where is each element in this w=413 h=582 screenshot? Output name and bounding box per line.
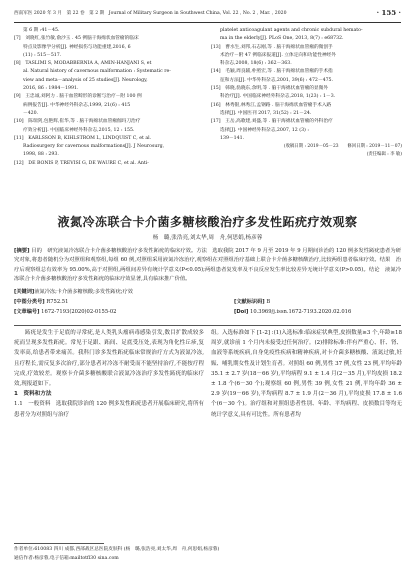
subsection-heading-general-data: 1.1 一般资料 bbox=[14, 401, 51, 408]
reference-line: 病例报告[J]. 中华神经外科杂志,1999, 21(6) : 415 bbox=[23, 102, 131, 108]
article-id-label: [文章编号] bbox=[14, 309, 40, 315]
reference-line: [14] 毛颖,周良辅,朴照宏,等 . 脑干海绵状血管瘤的手术指 bbox=[211, 69, 333, 75]
reference-line: 选择[J]. 中国神经外科杂志,2007, 12 (3) : bbox=[220, 127, 309, 133]
header-rule bbox=[14, 22, 401, 23]
reference-line: [10] 陈瑞剑,包艳辉,崔华,等 . 脑干海绵状血管瘤伽玛刀治疗 bbox=[14, 119, 141, 125]
reference-line: al. Natural history of cavernous malformation : Systematic re- bbox=[23, 69, 171, 75]
reference-line: 征和方法[J]. 中华外科杂志,2001, 39(6) : 472－475. bbox=[220, 77, 334, 83]
reference-line: platelet anticoagulant agents and chronic subdural hemato- bbox=[220, 28, 363, 33]
reference-line: 选择[J]. 中国医刊 2017, 31(52) : 21－24. bbox=[220, 110, 312, 116]
document-code: B bbox=[266, 299, 271, 305]
reference-line: [7] 刘晓红,张竹敏,俞沙玉 . 45 例脑干海绵状血管瘤的临床 bbox=[14, 36, 139, 42]
keywords: 液氮冷冻;卡介菌多糖核酸;多发性跖疣;疗效 bbox=[34, 289, 133, 295]
reference-line: 疗效分析[J]. 中国临床神经外科杂志,2015, 12 : 155. bbox=[23, 127, 135, 133]
reference-line: 2016, 86 : 1984－1991. bbox=[23, 86, 79, 92]
references-left-column bbox=[14, 27, 204, 168]
reference-line: [16] 林秀银,林秀江,孟钢路 . 脑干海绵状血管瘤手术入路 bbox=[211, 102, 332, 108]
general-data-paragraph: 选取我院诊治的 120 例多发性跖疣患者开展临床研究,将所有患者分为对照组与治疗 bbox=[14, 401, 204, 418]
reference-line: Radiosurgery for cavernous malformations[J]. J Neurosurg, bbox=[23, 144, 165, 150]
reference-line: [13] 曹水生,刘邦,石志刚,等 . 脑干海绵状血管瘤的微创手 bbox=[211, 44, 333, 50]
journal-header-text: 西南军医 2020 年 3 月 第 22 卷 第 2 期 Journal of Military Surgeon in Southwest China, Vol. 22 , No. 2 , Mar. , 2020 bbox=[14, 11, 287, 16]
body-left-column bbox=[14, 328, 204, 420]
reference-line: 139－141. bbox=[220, 135, 245, 141]
page-number: · 155 · bbox=[376, 10, 401, 17]
reference-line: ma in the elderly[J]. PLoS One, 2013, 8(7) : e68732. bbox=[220, 36, 344, 42]
section-heading-materials-methods: 1 资料和方法 bbox=[14, 391, 52, 398]
article-authors: 杨 璐,张浩亮,刘太华,周 舟,何思娟,杨彦蓉 bbox=[152, 235, 263, 241]
clc-label: [中图分类号] bbox=[14, 299, 45, 305]
article-title: 液氮冷冻联合卡介菌多糖核酸治疗多发性跖疣疗效观察 bbox=[57, 215, 358, 229]
received-revised-dates: (收稿日期 : 2019－05－23 修回日期 : 2019－11－07) bbox=[283, 144, 402, 150]
criteria-paragraph: 组。入选标准如下 [1-2] :(1)入选标准:临床症状典型,皮损数量≥3 个,年龄≥18 周岁,就诊前 1 个月内未接受过任何治疗。(2)排除标准:伴有严重心、肝、肾、血液等系统疾病,自身免疫性疾病和精神疾病,对卡介菌多糖核酸、液氮过敏,妊娠、哺乳期女性及计划生育者。对照组 60 例,男性 37 例,女性 23 例,平均年龄 35.1 ± 2.7 岁(18－66 岁),平均病程 9.1 ± 1.4 月(2－35 月),平均皮损 18.2 ± 1.8 个(6－30 个);观察组 60 例,男性 39 例,女性 21 例,平均年龄 36 ± 2.9 岁(19－66 岁),平均病程 8.7 ± 1.9 月(2－36 月),平均皮损 17.8 ± 1.6 个(6－30 个)。治疗组和对照组患者性别、年龄、平均病程、皮损数目等均无统计学意义,具有可比性。所有患者均 bbox=[211, 330, 403, 418]
reference-line: [11] KARLSSON B, KIHLSTRÖM L, LINDQUIST C, et al. bbox=[14, 135, 152, 141]
article-id: 1672-7193(2020)02-0155-02 bbox=[41, 309, 117, 315]
introduction-paragraph: 跖疣是发生于足底的寻常疣,是人类乳头瘤病毒感染引发,数目扩散成较多疣而呈现多发性跖疣。常见于足跟、跖间、足底受压处,表现为角化性丘疹,复发率高,给患者带来痛苦。我科门诊多发性跖疣临床常规治疗方式为液氮冷冻,且疗程长,需反复多次治疗,部分患者对冷冻不耐受而不能坚持治疗,不能按疗程完成,疗效较差。观察卡介菌多糖核酸联合液氮冷冻治疗多发性跖疣的临床疗效,现报道如下。 bbox=[14, 330, 204, 388]
reference-line: [15] 韩晓,翁晓东,余明,等 . 脑干海绵状血管瘤的显微外 bbox=[211, 86, 329, 92]
reference-line: (11) : 515－517. bbox=[23, 52, 62, 58]
responsible-editor: (责任编辑 : 李 敏) bbox=[366, 152, 402, 158]
references-right-column bbox=[211, 27, 402, 160]
doi-label: [Doi] bbox=[234, 309, 249, 315]
reference-line: 科治疗[J]. 中国临床神经外科杂志,2018, 1(23) : 1－3. bbox=[220, 94, 336, 100]
classification-block bbox=[14, 298, 400, 307]
reference-line: －420. bbox=[23, 110, 39, 116]
clc-number: R752.51 bbox=[46, 299, 69, 305]
reference-line: [17] 王岳,高歌建,刘盛,等 . 脑干海绵状血管瘤的外科治疗 bbox=[211, 119, 333, 125]
reference-line: [8] TASLIMI S, MODABBERNIA A, AMIN-HANJANI S, et bbox=[14, 61, 152, 67]
reference-line: 1998, 88 : 293. bbox=[23, 152, 59, 158]
footnote-corresponding-author: 通信作者:杨彦蓉,电子信箱:mailtotfl30 sina.com bbox=[14, 556, 119, 561]
reference-line: 术治疗－附 47 例临床报道[J]. 立体定向和功能性神经外 bbox=[220, 52, 336, 58]
doi: 10.3969/j.issn.1672-7193.2020.02.016 bbox=[250, 309, 352, 315]
reference-line: 科杂志,2008, 18(6) : 362－363. bbox=[220, 61, 292, 67]
running-header bbox=[14, 10, 401, 22]
footnote-affiliation: 作者单位:610083 四川 成都,西部战区总医院皮肤科 (杨 璐,张浩亮,刘太华,周 舟,何思娟,杨彦蓉) bbox=[14, 547, 220, 552]
reference-line: [9] 王忠诚,刘阿力 . 脑干血管畸形的诊断与治疗－附 100 例 bbox=[14, 94, 142, 100]
meta-rule bbox=[14, 325, 401, 326]
references-right-list bbox=[211, 27, 402, 143]
footnote-rule bbox=[14, 543, 104, 544]
abstract-text: 目的 研究液氮冷冻联合卡介菌多糖核酸治疗多发性跖疣的临床疗效。方法 选取我院 2017 年 9 月至 2019 年 9 月期间诊治的 120 例多发性跖疣患者为研究对象,将患者随机分为对照组和观察组,每组 60 例,对照组采用液氮冷冻治疗,观察组在对照组治疗基础上联合卡介菌多糖核酸治疗,比较两组患者临床疗效。结果 治疗后观察组总有效率为 95.00%,高于对照组,两组间差异有统计学意义(P<0.05);两组患者复发率及不良反应发生率比较差异无统计学意义(P>0.05)。结论 液氮冷冻联合卡介菌多糖核酸治疗多发性跖疣的临床疗效显著,具有临床推广价值。 bbox=[14, 248, 402, 283]
reference-line: 第 6 期 :41－45. bbox=[23, 28, 60, 33]
document-code-label: [文献标识码] bbox=[234, 299, 265, 305]
reference-line: 特点及影像学分析[J]. 神经损伤与功能重建,2016, 6 bbox=[23, 44, 131, 50]
abstract bbox=[14, 247, 401, 285]
abstract-label: [摘要] bbox=[14, 248, 30, 254]
keywords-block bbox=[14, 288, 400, 297]
body-right-column bbox=[211, 328, 402, 420]
identifier-block bbox=[14, 308, 400, 317]
reference-line: view and meta－analysis of 25 studies[J]. Neurology, bbox=[23, 77, 148, 83]
keywords-label: [关键词] bbox=[14, 289, 35, 295]
reference-line: [12] DE BONIS P, TREVISI G, DE WAURE C, et al. Anti- bbox=[14, 160, 149, 166]
